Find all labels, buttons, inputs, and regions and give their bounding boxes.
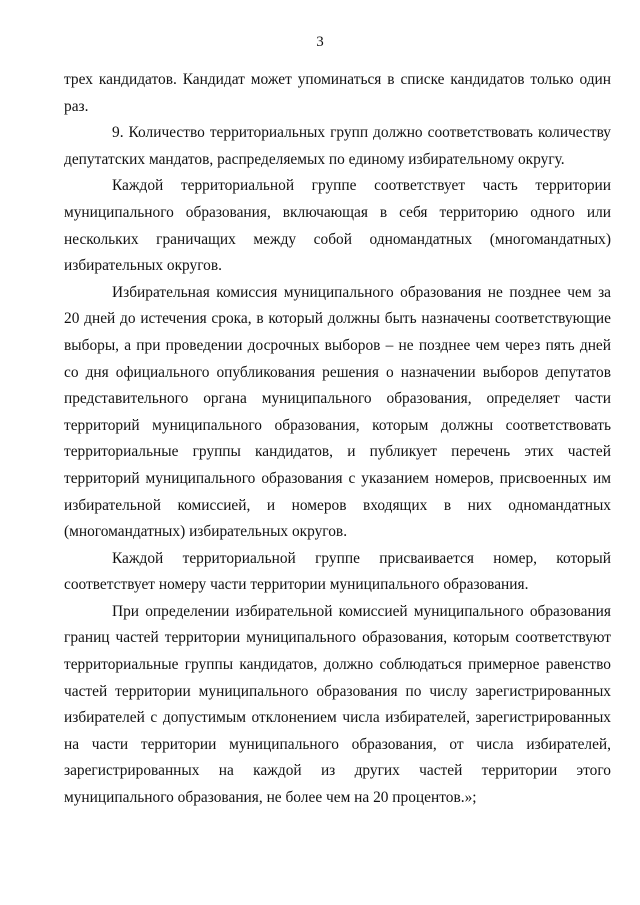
paragraph-4: Избирательная комиссия муниципального образования не позднее чем за 20 дней до истечения срока, в который должны быть назначены соответствующие выборы, а при проведении досрочных выборов – не позднее чем через пять дней со дня официального опубликования решения о назначении выборов депутатов представительного органа муниципального образования, определяет части территорий муниципального образования, которым должны соответствовать территориальные группы кандидатов, и публикует перечень этих частей территорий муниципального образования с указанием номеров, присвоенных им избирательной комиссией, и номеров входящих в них одномандатных (многомандатных) избирательных округов. <box>64 283 611 541</box>
paragraph-5: Каждой территориальной группе присваивается номер, который соответствует номеру части территории муниципального образования. <box>64 549 611 594</box>
paragraph-3: Каждой территориальной группе соответствует часть территории муниципального образования, включающая в себя территорию одного или нескольких граничащих между собой одномандатных (многомандатных) избирательных округов. <box>64 177 611 275</box>
page-number: 3 <box>316 34 324 50</box>
paragraph-6: При определении избирательной комиссией муниципального образования границ частей территории муниципального образования, которым соответствуют территориальные группы кандидатов, должно соблюдаться примерное равенство частей территории муниципального образования по числу зарегистрированных избирателей с допустимым отклонением числа избирателей, зарегистрированных на части территории муниципального образования, от числа избирателей, зарегистрированных на каждой из других частей территории этого муниципального образования, не более чем на 20 процентов.»; <box>64 602 611 807</box>
body-text <box>64 67 611 812</box>
paragraph-2: 9. Количество территориальных групп должно соответствовать количеству депутатских мандатов, распределяемых по единому избирательному округу. <box>64 124 611 168</box>
paragraph-1: трех кандидатов. Кандидат может упоминаться в списке кандидатов только один раз. <box>64 71 611 115</box>
